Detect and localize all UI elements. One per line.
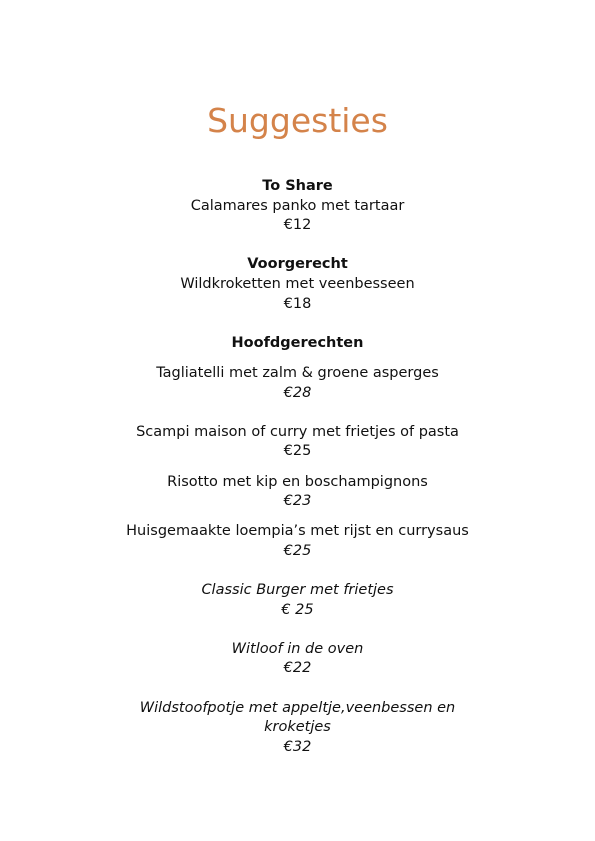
section-heading-hoofdgerechten: Hoofdgerechten [231,335,364,351]
menu-item-price: €18 [283,296,312,312]
page-title: Suggesties [207,101,388,140]
menu-item-price: €25 [283,543,312,559]
menu-item-name: Wildstoofpotje met appeltje,veenbessen en [139,700,456,716]
menu-item-name-continued: kroketjes [264,719,331,735]
menu-item-name: Risotto met kip en boschampignons [167,474,428,490]
menu-item-price: €32 [283,739,312,755]
menu-item-name: Wildkroketten met veenbesseen [180,276,415,292]
menu-item-price: €23 [283,493,312,509]
menu-item-price: €22 [283,660,312,676]
menu-item-name: Witloof in de oven [231,641,364,657]
section-heading-to-share: To Share [262,178,333,194]
menu-item-name: Huisgemaakte loempia’s met rijst en currysaus [126,523,469,539]
menu-item-name: Tagliatelli met zalm & groene asperges [156,365,439,381]
menu-item-name: Scampi maison of curry met frietjes of pasta [136,424,459,440]
menu-item-price: € 25 [281,602,314,618]
menu-item-name: Calamares panko met tartaar [190,198,405,214]
menu-item-price: €25 [283,443,312,459]
menu-item-price: €28 [283,385,312,401]
menu-item-price: €12 [283,217,312,233]
section-heading-voorgerecht: Voorgerecht [247,256,348,272]
menu-item-name: Classic Burger met frietjes [201,582,394,598]
